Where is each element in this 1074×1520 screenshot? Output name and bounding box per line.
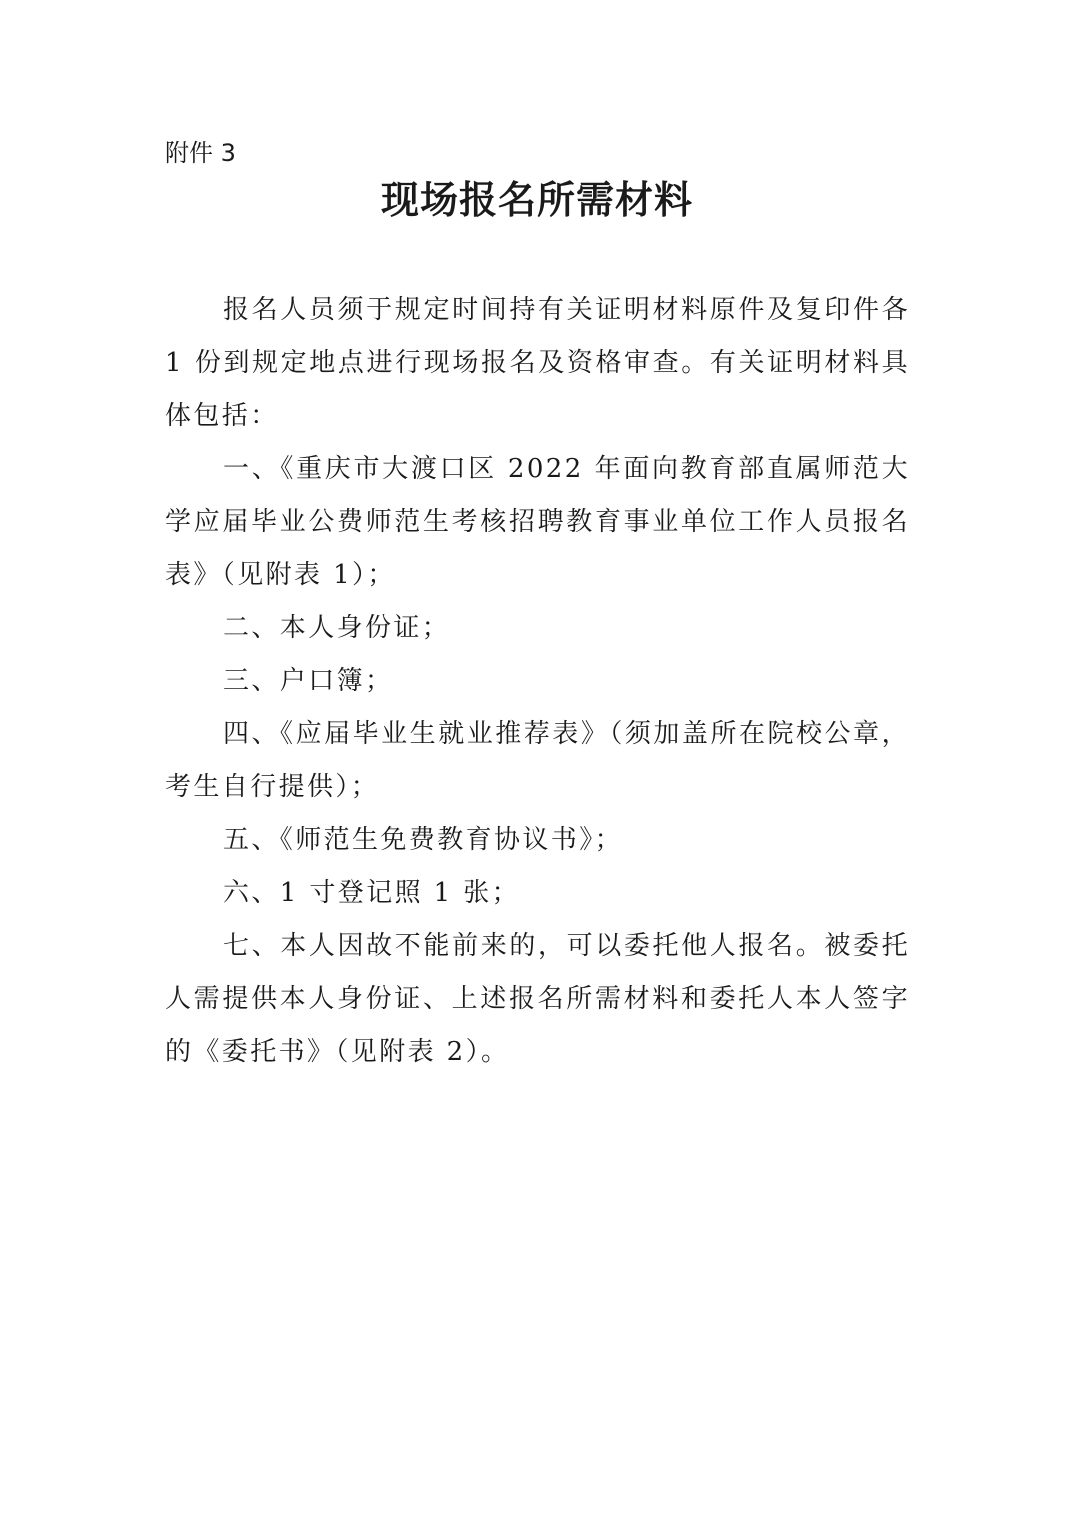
document-body — [165, 284, 910, 1079]
item-2-id-card: 二、本人身份证； — [223, 613, 451, 643]
item-5-agreement: 五、《师范生免费教育协议书》； — [223, 825, 624, 855]
intro-paragraph: 报名人员须于规定时间持有关证明材料原件及复印件各 1 份到规定地点进行现场报名及资格审查。有关证明材料具体包括： — [165, 295, 910, 431]
item-6-photo: 六、1 寸登记照 1 张； — [223, 878, 521, 908]
item-3-household-register: 三、户口簿； — [223, 666, 394, 696]
document-title: 现场报名所需材料 — [380, 178, 693, 222]
item-4-recommendation-form: 四、《应届毕业生就业推荐表》（须加盖所在院校公章，考生自行提供）； — [165, 719, 910, 802]
item-1-registration-form: 一、《重庆市大渡口区 2022 年面向教育部直属师范大学应届毕业公费师范生考核招聘教育事业单位工作人员报名表》（见附表 1）； — [165, 454, 910, 590]
attachment-label: 附件 3 — [165, 139, 236, 167]
item-7-proxy: 七、本人因故不能前来的，可以委托他人报名。被委托人需提供本人身份证、上述报名所需材料和委托人本人签字的《委托书》（见附表 2）。 — [165, 931, 910, 1067]
